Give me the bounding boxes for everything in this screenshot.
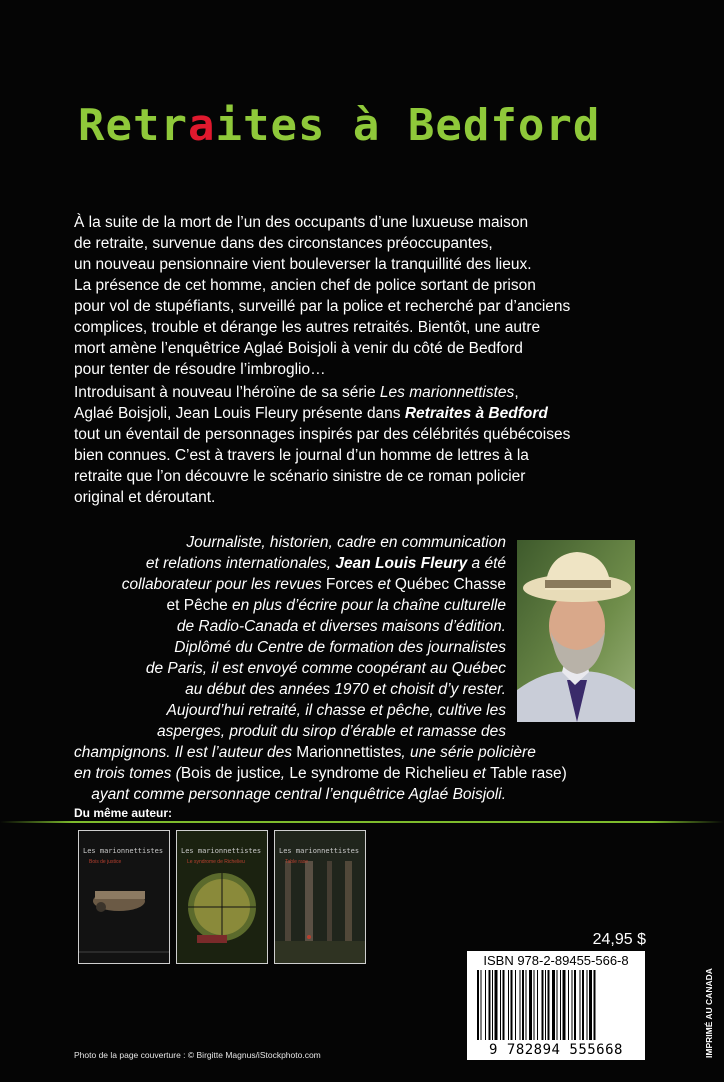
bio-line (74, 595, 506, 616)
title-part-1: Retr (78, 100, 188, 151)
text-run: Introduisant à nouveau l’héroïne de sa série (74, 384, 380, 401)
text-run: et (373, 576, 395, 593)
text-run: champignons. Il est l’auteur des (74, 744, 297, 761)
book-subtitle: Bois de justice (89, 859, 122, 865)
series-title-italic: Les marionnettistes (379, 384, 515, 401)
bio-line: Aujourd’hui retraité, il chasse et pêche, cultive les (166, 702, 506, 719)
book-name: Bois de justice (180, 765, 281, 782)
title-accent-letter: a (187, 100, 216, 151)
synopsis-line: un nouveau pensionnaire vient bouleverser la tranquillité des lieux. (74, 256, 532, 273)
text-run: , (514, 384, 519, 401)
text-run: et (468, 765, 491, 782)
book-series-title: Les marionnettistes (83, 847, 164, 855)
text-run: , une série policière (401, 744, 536, 761)
text-run: Aglaé Boisjoli, Jean Louis Fleury présente dans (74, 405, 405, 422)
book-subtitle: Table rase (285, 859, 309, 865)
book-subtitle: Le syndrome de Richelieu (187, 859, 245, 865)
bio-line: ayant comme personnage central l’enquêtrice Aglaé Boisjoli. (91, 786, 506, 803)
bio-line: de Paris, il est envoyé comme coopérant au Québec (145, 660, 506, 677)
isbn-barcode (467, 951, 645, 1060)
bio-line (74, 763, 567, 784)
bio-line (74, 742, 536, 763)
synopsis-line: de retraite, survenue dans des circonstances préoccupantes, (74, 235, 493, 252)
title-part-2: ites à Bedford (215, 100, 601, 151)
book-title (78, 100, 600, 151)
book-series-title: Les marionnettistes (279, 847, 360, 855)
green-divider (0, 821, 724, 823)
author-bio (74, 532, 567, 805)
magazine-name: Québec Chasse (394, 576, 506, 593)
book-cover-table-rase (274, 830, 366, 964)
text-run: en trois tomes ( (74, 765, 181, 782)
series-name: Marionnettistes (296, 744, 402, 761)
synopsis-line: pour tenter de résoudre l’imbroglio… (74, 361, 326, 378)
text-run: , (280, 765, 290, 782)
bio-line (74, 574, 506, 595)
bio-line: de Radio-Canada et diverses maisons d’édition. (176, 618, 506, 635)
bio-line: Diplômé du Centre de formation des journalistes (174, 639, 506, 656)
synopsis-line (74, 382, 664, 403)
isbn-text: ISBN 978-2-89455-566-8 (483, 953, 629, 968)
synopsis-paragraph-2 (74, 382, 664, 508)
synopsis-paragraph-1 (74, 212, 664, 380)
synopsis-line: pour vol de stupéfiants, surveillé par la police et recherché par d’anciens (74, 298, 571, 315)
synopsis-line: original et déroutant. (74, 489, 216, 506)
bio-line (74, 553, 506, 574)
author-portrait-illustration (517, 540, 635, 722)
text-run: et relations internationales, (145, 555, 336, 572)
synopsis-line (74, 403, 664, 424)
synopsis-line: mort amène l’enquêtrice Aglaé Boisjoli à venir du côté de Bedford (74, 340, 523, 357)
photo-credit: Photo de la page couverture : © Birgitte Magnus/iStockphoto.com (74, 1050, 321, 1060)
bio-line: Journaliste, historien, cadre en communication (186, 534, 506, 551)
price-label: 24,95 $ (592, 931, 646, 948)
magazine-name: et Pêche (166, 597, 228, 614)
magazine-name: Forces (325, 576, 374, 593)
book-cover-le-syndrome-de-richelieu (176, 830, 268, 964)
same-author-label: Du même auteur: (74, 806, 173, 820)
synopsis-line: complices, trouble et dérange les autres retraités. Bientôt, une autre (74, 319, 541, 336)
bio-line: asperges, produit du sirop d’érable et ramasse des (157, 723, 506, 740)
synopsis-line: tout un éventail de personnages inspirés par des célébrités québécoises (74, 426, 571, 443)
author-photo (517, 540, 635, 722)
barcode-bars-icon (471, 970, 641, 1042)
bio-line: au début des années 1970 et choisit d’y rester. (185, 681, 506, 698)
book-series-title: Les marionnettistes (181, 847, 262, 855)
barcode-digits: 9 782894 555668 (489, 1042, 623, 1058)
text-run: a été (467, 555, 506, 572)
text-run: ) (561, 765, 567, 782)
printed-in-label: IMPRIMÉ AU CANADA (704, 968, 714, 1058)
author-name: Jean Louis Fleury (335, 555, 468, 572)
text-run: collaborateur pour les revues (121, 576, 326, 593)
synopsis-line: La présence de cet homme, ancien chef de police sortant de prison (74, 277, 536, 294)
book-cover-bois-de-justice (78, 830, 170, 964)
book-name: Le syndrome de Richelieu (289, 765, 469, 782)
book-title-bold-italic: Retraites à Bedford (404, 405, 548, 422)
book-name: Table rase (490, 765, 562, 782)
synopsis-line: retraite que l’on découvre le scénario sinistre de ce roman policier (74, 468, 526, 485)
synopsis-line: bien connues. C’est à travers le journal d’un homme de lettres à la (74, 447, 529, 464)
text-run: en plus d’écrire pour la chaîne culturelle (227, 597, 506, 614)
synopsis-line: À la suite de la mort de l’un des occupants d’une luxueuse maison (74, 214, 529, 231)
